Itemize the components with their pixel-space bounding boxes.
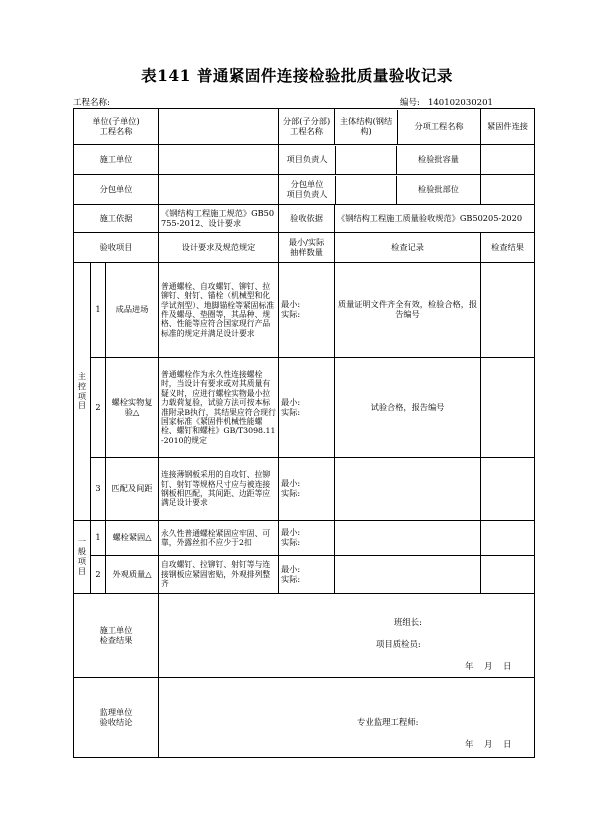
construction-unit-label: 施工单位 xyxy=(74,145,159,175)
division-label: 分部(子分部) 工程名称 xyxy=(279,109,335,145)
col-record: 检查记录 xyxy=(335,233,481,263)
item-name: 匹配及间距 xyxy=(106,458,159,521)
batch-capacity-value[interactable] xyxy=(481,145,535,175)
item-no: 3 xyxy=(91,458,106,521)
construction-check-label: 施工单位 检查结果 xyxy=(74,594,159,678)
project-manager-label: 项目负责人 xyxy=(286,153,328,164)
item-name: 成品进场 xyxy=(106,263,159,358)
page-title: 表141 普通紧固件连接检验批质量验收记录 xyxy=(141,66,453,85)
division-cell xyxy=(335,109,481,145)
supervision-date: 年 月 日 xyxy=(465,738,512,749)
acceptance-record-table xyxy=(73,108,535,758)
item-record xyxy=(335,521,481,556)
item-name: 外观质量△ xyxy=(106,556,159,594)
item-result[interactable] xyxy=(481,556,535,594)
basis-value: 《钢结构工程施工规范》GB50755-2012、设计要求 xyxy=(159,205,279,233)
item-requirement: 连接薄钢板采用的自攻钉、拉铆钉、射钉等规格尺寸应与被连接钢板相匹配，其间距、边距等应满足设计要求 xyxy=(159,458,279,521)
item-result[interactable] xyxy=(481,358,535,458)
item-no: 1 xyxy=(91,521,106,556)
subcontract-unit-label: 分包单位 xyxy=(74,175,159,205)
table-row xyxy=(74,263,535,358)
item-no: 1 xyxy=(91,263,106,358)
item-sampling[interactable]: 最小: 实际: xyxy=(279,556,335,594)
project-manager-cell xyxy=(279,145,481,175)
unit-project-label: 单位(子单位) 工程名称 xyxy=(74,109,159,145)
item-requirement: 自攻螺钉、拉铆钉、射钉等与连接钢板应紧固密贴，外观排列整齐 xyxy=(159,556,279,594)
supervision-engineer-label: 专业监理工程师: xyxy=(357,716,419,727)
project-name-label: 工程名称: xyxy=(73,98,110,108)
main-group-label: 主 控 项 目 xyxy=(74,263,91,521)
item-no: 2 xyxy=(91,358,106,458)
item-no: 2 xyxy=(91,556,106,594)
division-value: 主体结构(钢结构) xyxy=(339,115,393,136)
item-sampling[interactable]: 最小: 实际: xyxy=(279,458,335,521)
table-row xyxy=(74,521,535,556)
batch-capacity-label: 检验批容量 xyxy=(418,153,459,164)
item-result[interactable] xyxy=(481,458,535,521)
col-result: 检查结果 xyxy=(481,233,535,263)
item-sampling[interactable]: 最小: 实际: xyxy=(279,521,335,556)
table-row xyxy=(74,458,535,521)
supervision-check-area[interactable] xyxy=(159,678,535,758)
item-requirement: 普通螺栓作为永久性连接螺栓时，当设计有要求或对其质量有疑义时，应进行螺栓实物最小拉力载荷复验，试验方法可按本标准附录B执行，其结果应符合现行国家标准《紧固件机械性能螺栓、螺钉和螺柱》GB/T3098.11-2010的规定 xyxy=(159,358,279,458)
sub-item-label: 分项工程名称 xyxy=(414,120,464,131)
construction-check-area[interactable] xyxy=(159,594,535,678)
acceptance-basis-label: 验收依据 xyxy=(279,205,335,233)
acceptance-basis-value: 《钢结构工程施工质量验收规范》GB50205-2020 xyxy=(335,205,535,233)
table-row xyxy=(74,556,535,594)
team-leader-label: 班组长: xyxy=(394,616,422,627)
serial-label: 编号: xyxy=(400,98,420,108)
subcontract-manager-cell xyxy=(279,175,481,205)
item-record: 试验合格，报告编号 xyxy=(335,358,481,458)
item-record: 质量证明文件齐全有效，检验合格，报告编号 xyxy=(335,263,481,358)
item-name: 螺栓实物复验△ xyxy=(106,358,159,458)
item-requirement: 永久性普通螺栓紧固应牢固、可靠，外露丝扣不应少于2扣 xyxy=(159,521,279,556)
construction-date: 年 月 日 xyxy=(465,660,512,671)
item-requirement: 普通螺栓、自攻螺钉、铆钉、拉铆钉、射钉、锚栓（机械型和化学试剂型）、地脚锚栓等紧固标准件及螺母、垫圈等，其品种、规格、性能等应符合国家现行产品标准的规定并满足设计要求 xyxy=(159,263,279,358)
item-result[interactable] xyxy=(481,263,535,358)
construction-unit-value[interactable] xyxy=(159,145,279,175)
serial-number xyxy=(400,96,493,108)
general-group-label: 一 般 项 目 xyxy=(74,521,91,594)
subcontract-manager-label: 分包单位 项目负责人 xyxy=(286,178,328,199)
subcontract-unit-value[interactable] xyxy=(159,175,279,205)
item-record xyxy=(335,458,481,521)
col-item: 验收项目 xyxy=(74,233,159,263)
item-sampling[interactable]: 最小: 实际: xyxy=(279,358,335,458)
col-sampling: 最小/实际 抽样数量 xyxy=(279,233,335,263)
batch-location-label: 检验批部位 xyxy=(418,183,459,194)
batch-location-value[interactable] xyxy=(481,175,535,205)
sub-item-value: 紧固件连接 xyxy=(481,109,535,145)
supervision-check-label: 监理单位 验收结论 xyxy=(74,678,159,758)
serial-value: 140102030201 xyxy=(427,98,493,108)
item-record xyxy=(335,556,481,594)
item-name: 螺栓紧固△ xyxy=(106,521,159,556)
basis-label: 施工依据 xyxy=(74,205,159,233)
quality-inspector-label: 项目质检员: xyxy=(376,638,421,649)
unit-project-value[interactable] xyxy=(159,109,279,145)
col-requirement: 设计要求及规范规定 xyxy=(159,233,279,263)
item-sampling[interactable]: 最小: 实际: xyxy=(279,263,335,358)
table-row xyxy=(74,358,535,458)
item-result[interactable] xyxy=(481,521,535,556)
